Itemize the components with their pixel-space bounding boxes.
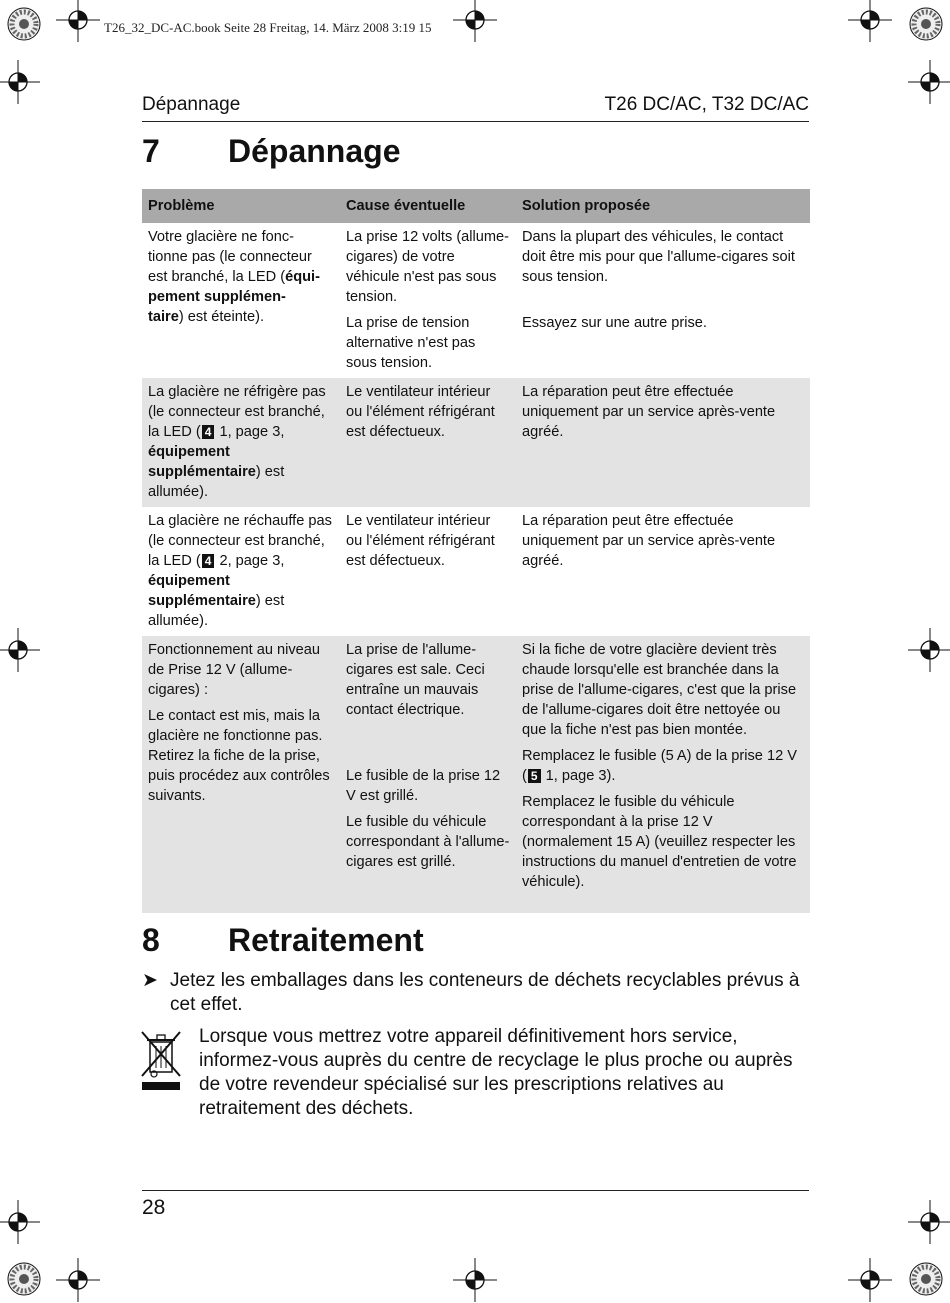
section-7-number: 7 — [142, 133, 160, 169]
device-disposal-note: Lorsque vous mettrez votre appareil définitivement hors service, informez-vous auprès du centre de recyclage le plus proche ou auprès de votre revendeur spécialisé sur les prescriptions relatives au retraitement des déchets. — [199, 1026, 793, 1119]
book-info-line: T26_32_DC-AC.book Seite 28 Freitag, 14. März 2008 3:19 15 — [104, 20, 432, 35]
cause-cell: Le ventilateur intérieur ou l'élément réfrigérant est défectueux. — [340, 378, 516, 507]
cause-cell: La prise 12 volts (allume-cigares) de votre véhicule n'est pas sous tension. La prise de tension alternative n'est pas sous tension. — [346, 229, 510, 371]
corner-star-mark-bottom-left — [8, 1263, 40, 1295]
cause-cell: Le ventilateur intérieur ou l'élément réfrigérant est défectueux. — [346, 513, 495, 569]
solution-cell: La réparation peut être effectuée uniquement par un service après-vente agréé. — [522, 513, 776, 569]
troubleshooting-table — [142, 189, 810, 913]
problem-cell: Votre glacière ne fonc- tionne pas (le connecteur est branché, la LED (équi- pement supplémen- taire) est éteinte). — [148, 229, 320, 325]
problem-cell: La glacière ne réfrigère pas (le connecteur est branché, la LED ( 4 1, page 3, équipement supplémentaire) est allumée). — [142, 378, 340, 507]
figure-badge: 5 — [528, 769, 541, 783]
footer-rule — [142, 1190, 809, 1191]
table-row — [142, 223, 810, 378]
corner-star-mark-bottom-right — [910, 1263, 942, 1295]
solution-cell: Si la fiche de votre glacière devient très chaude lorsqu'elle est branchée dans la prise de l'allume-cigares, c'est que la prise de l'allume-cigares doit être nettoyée ou que la fiche n'est pas bien montée. Remplacez le fusible (5 A) de la prise 12 V ( 5 1, page 3). Remplacez le fusible du véhicule correspondant à la prise 12 V (normalement 15 A) (veuillez respecter les instructions du manuel d'entretien de votre véhicule). — [516, 636, 810, 913]
crossed-out-bin-icon — [140, 1030, 182, 1092]
section-7-title: Dépannage — [228, 133, 401, 169]
packaging-disposal-text: Jetez les emballages dans les conteneurs de déchets recyclables prévus à cet effet. — [170, 970, 800, 1015]
section-7-heading — [142, 133, 742, 173]
arrow-bullet-icon: ➤ — [142, 970, 158, 991]
table-header-row — [142, 189, 810, 223]
figure-badge: 4 — [202, 554, 215, 568]
section-8-number: 8 — [142, 922, 160, 958]
cause-cell: La prise de l'allume-cigares est sale. Ceci entraîne un mauvais contact électrique. Le fusible de la prise 12 V est grillé. Le fusible du véhicule correspondant à l'allume-cigares est grillé. — [340, 636, 516, 913]
table-row — [142, 378, 810, 507]
section-8-title: Retraitement — [228, 922, 424, 958]
running-header-left: Dépannage — [142, 94, 241, 115]
table-row — [142, 636, 810, 913]
running-header-right: T26 DC/AC, T32 DC/AC — [604, 94, 809, 115]
column-header-problem: Problème — [142, 189, 340, 223]
corner-star-mark-top-right — [910, 8, 942, 40]
corner-star-mark-top-left — [8, 8, 40, 40]
figure-badge: 4 — [202, 425, 215, 439]
solution-cell: La réparation peut être effectuée uniquement par un service après-vente agréé. — [516, 378, 810, 507]
solution-cell: Dans la plupart des véhicules, le contact doit être mis pour que l'allume-cigares soit sous tension. Essayez sur une autre prise. — [522, 229, 795, 331]
page-number: 28 — [142, 1196, 166, 1219]
header-rule — [142, 121, 809, 122]
column-header-solution: Solution proposée — [516, 189, 810, 223]
column-header-cause: Cause éventuelle — [340, 189, 516, 223]
section-8-heading — [142, 922, 742, 962]
problem-cell: La glacière ne réchauffe pas (le connecteur est branché, la LED ( 4 2, page 3, équipement supplémentaire) est allumée). — [148, 513, 332, 629]
problem-cell: Fonctionnement au niveau de Prise 12 V (allume-cigares) : Le contact est mis, mais la glacière ne fonctionne pas. Retirez la fiche de la prise, puis procédez aux contrôles suivants. — [142, 636, 340, 913]
table-row — [142, 507, 810, 636]
